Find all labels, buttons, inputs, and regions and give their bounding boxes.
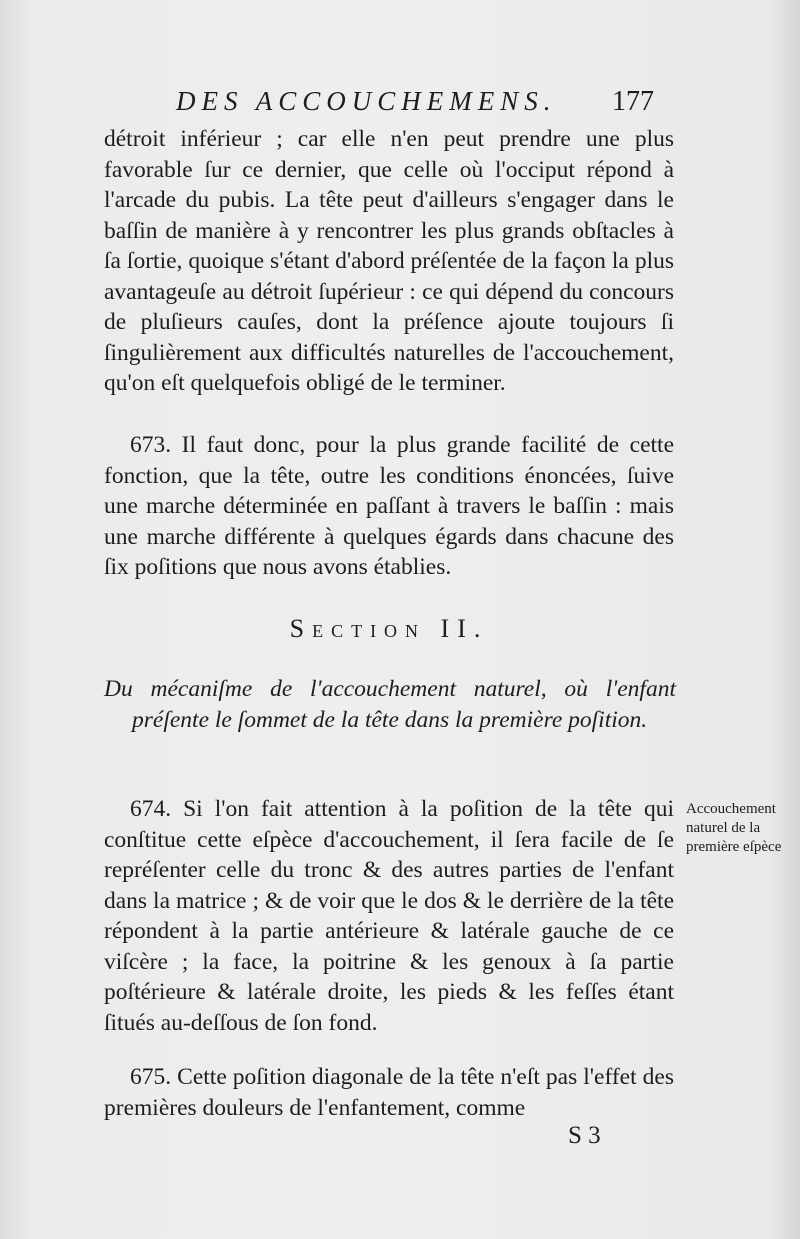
paragraph-674: 674. Si l'on fait attention à la poſition de la tête qui conſtitue cette eſpèce d'accouchement, il ſera facile de ſe repréſenter celle du tronc & des autres parties de l'enfant dans la matrice ; & de voir que le dos & le derrière de la tête répondent à la partie antérieure & latérale gauche de ce viſcère ; la face, la poitrine & les genoux à ſa partie poſtérieure & latérale droite, les pieds & les feſſes étant ſitués au-deſſous de ſon fond. — [104, 796, 674, 1036]
paragraph-673: 673. Il faut donc, pour la plus grande facilité de cette fonction, que la tête, outre les conditions énoncées, ſuive une marche déterminée en paſſant à travers le baſſin : mais une marche différente à quelques égards dans chacune des ſix poſitions que nous avons établies. — [104, 432, 674, 580]
section-subtitle: Du mécaniſme de l'accouchement naturel, où l'enfant préſente le ſommet de la tête dans la première poſition. — [104, 676, 676, 733]
page-number: 177 — [612, 86, 654, 117]
running-title: DES ACCOUCHEMENS. — [176, 86, 557, 116]
paragraph-675: 675. Cette poſition diagonale de la tête n'eſt pas l'effet des premières douleurs de l'enfantement, comme — [104, 1064, 674, 1121]
signature-mark: S 3 — [568, 1122, 601, 1149]
paragraph-continued: détroit inférieur ; car elle n'en peut prendre une plus favorable ſur ce dernier, que celle où l'occiput répond à l'arcade du pubis. La tête peut d'ailleurs s'engager dans le baſſin de manière à y rencontrer les plus grands obſtacles à ſa ſortie, quoique s'étant d'abord préſentée de la façon la plus avantageuſe au détroit ſupérieur : ce qui dépend du concours de pluſieurs cauſes, dont la préſence ajoute toujours ſi ſingulièrement aux difficultés naturelles de l'accouchement, qu'on eſt quelquefois obligé de le terminer. — [104, 126, 674, 396]
margin-note: Accouchement naturel de la première eſpèce — [686, 801, 782, 855]
section-title: Section II. — [289, 614, 489, 643]
